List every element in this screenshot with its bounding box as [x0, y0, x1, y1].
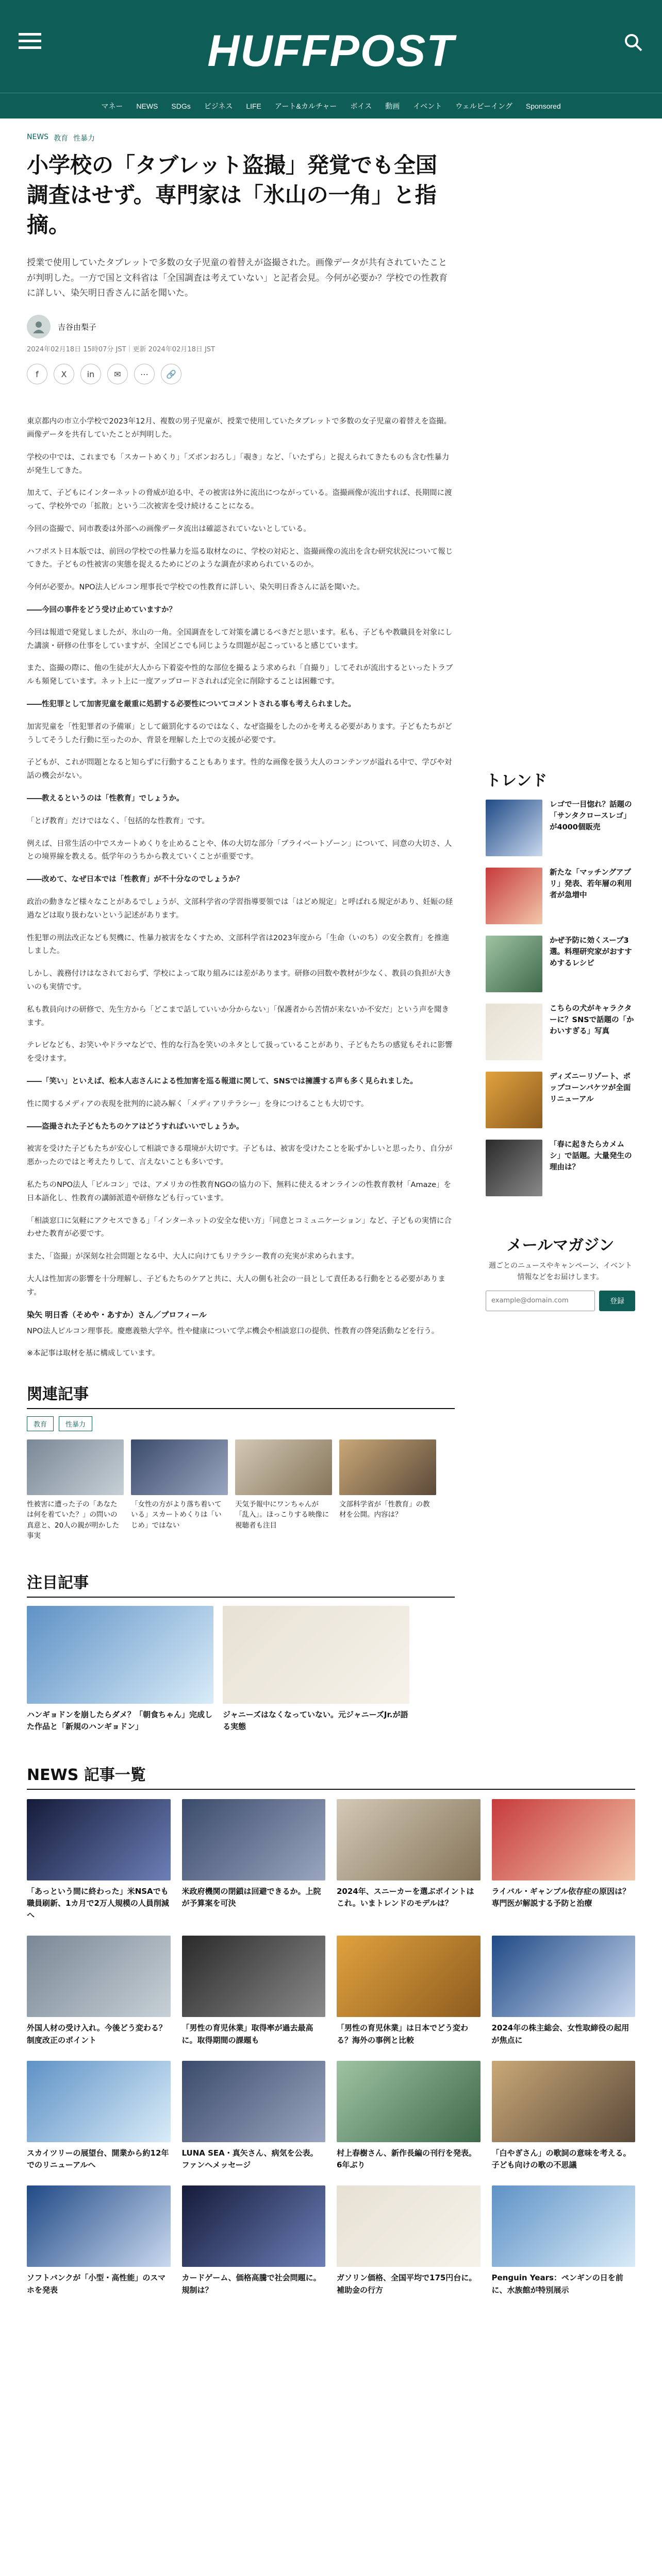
article-main: [27, 118, 455, 1733]
breadcrumb-item[interactable]: 教育: [54, 134, 69, 143]
main-nav: [0, 93, 662, 118]
site-header: [0, 0, 662, 93]
trend-item[interactable]: [486, 868, 635, 924]
trend-thumbnail: [486, 1072, 542, 1128]
news-card-title: 「男性の育児休業」取得率が過去最高に。取得期間の課題も: [181, 2023, 313, 2045]
nav-item-voice[interactable]: ボイス: [350, 101, 372, 110]
paragraph: 加害児童を「性犯罪者の予備軍」として厳罰化するのではなく、なぜ盗撮をしたのかを考える必要があります。子どもたちがどうしてそうした行動に至ったのか、背景を理解した上での支援が必要です。: [27, 722, 453, 744]
related-thumbnail: [131, 1439, 228, 1495]
news-thumbnail: [27, 2061, 171, 2142]
news-card[interactable]: [492, 2061, 636, 2172]
news-thumbnail: [182, 1799, 326, 1880]
nav-item-news[interactable]: NEWS: [136, 101, 158, 110]
paragraph: テレビなども、お笑いやドラマなどで、性的な行為を笑いのネタとして扱っていることがあり、子どもたちの感覚もそれに影響を受けます。: [27, 1041, 453, 1063]
news-card[interactable]: [27, 2185, 171, 2296]
news-thumbnail: [337, 2061, 481, 2142]
trend-title: トレンド: [486, 772, 548, 790]
question-heading: ――今回の事件をどう受け止めていますか？: [27, 606, 176, 615]
paragraph: 被害を受けた子どもたちが安心して相談できる環境が大切です。子どもは、被害を受けたことを恥ずかしいと思ったり、自分が悪かったのではと考えたりして、言えないことも多いです。: [27, 1145, 453, 1167]
news-card[interactable]: [182, 1936, 326, 2046]
news-thumbnail: [337, 1936, 481, 2017]
related-card[interactable]: [27, 1439, 124, 1541]
news-card[interactable]: [337, 1936, 481, 2046]
related-card-title: 天気予報中にワンちゃんが「乱入」。ほっこりする映像に視聴者も注目: [235, 1500, 329, 1530]
news-card[interactable]: [27, 2061, 171, 2172]
author-block: [27, 315, 455, 338]
share-buttons: [27, 364, 455, 384]
nav-item-life[interactable]: LIFE: [246, 101, 261, 110]
related-thumbnail: [339, 1439, 436, 1495]
sidebar: [486, 118, 635, 1733]
news-thumbnail: [492, 2185, 636, 2267]
trend-thumbnail: [486, 936, 542, 992]
news-card-title: 「あっという間に終わった」米NSAでも職員刷新、1カ月で2万人規模の人員削減へ: [27, 1886, 169, 1920]
related-thumbnail: [27, 1439, 124, 1495]
trend-item[interactable]: [486, 1004, 635, 1060]
newsletter-email-input[interactable]: [486, 1291, 595, 1311]
mail-share-icon[interactable]: ✉: [107, 364, 128, 384]
news-card-title: スカイツリーの展望台、開業から約12年でのリニューアルへ: [27, 2148, 169, 2170]
profile-heading: 染矢 明日香（そめや・あすか）さん／プロフィール: [27, 1310, 207, 1319]
news-card-title: 村上春樹さん、新作長編の刊行を発表。6年ぶり: [337, 2148, 476, 2170]
news-thumbnail: [182, 2061, 326, 2142]
news-card[interactable]: [27, 1799, 171, 1922]
nav-item-wellbeing[interactable]: ウェルビーイング: [455, 101, 512, 110]
news-card[interactable]: [492, 2185, 636, 2296]
news-thumbnail: [182, 1936, 326, 2017]
news-thumbnail: [27, 2185, 171, 2267]
paragraph: また、盗撮の際に、他の生徒が大人から下着姿や性的な部位を撮るよう求められ「自撮り」してそれが流出するといったトラブルも頻発しています。ネット上に一度アップロードされれば完全に削除することは困難です。: [27, 664, 453, 686]
news-card-title: 外国人材の受け入れ。今後どう変わる？制度改正のポイント: [27, 2023, 167, 2045]
nav-item-video[interactable]: 動画: [385, 101, 400, 110]
paragraph: 加えて、子どもにインターネットの脅威が迫る中、その被害は外に流出につながっている。盗撮画像が流出すれば、長期間に渡って、学校外での「拡散」という二次被害を受け続けることになる。: [27, 489, 452, 511]
news-card-title: ガソリン価格、全国平均で175円台に。補助金の行方: [337, 2273, 477, 2295]
trend-item-title: こちらの犬がキャラクターに？SNSで話題の「かわいすぎる」写真: [550, 1005, 634, 1036]
nav-item-money[interactable]: マネー: [101, 101, 123, 110]
trend-item-title: 「春に起きたらカメムシ」で話題。大量発生の理由は？: [550, 1141, 632, 1172]
newsletter-submit-button[interactable]: 登録: [599, 1291, 635, 1311]
paragraph: 私たちのNPO法人「ピルコン」では、アメリカの性教育NGOの協力の下、無料に使えるオンラインの性教育教材「Amaze」を日本語化し、性教育の講師派遣や研修なども行っています。: [27, 1180, 452, 1202]
attention-card-title: ハンギョドンを崩したらダメ？「朝食ちゃん」完成した作品と「新規のハンギョドン」: [27, 1710, 213, 1732]
paragraph: 子どもが、これが問題となると知らずに行動することもあります。性的な画像を扱う大人のコンテンツが溢れる中で、学びや対話の機会がない。: [27, 758, 452, 781]
footnote: ※本記事は取材を基に構成しています。: [27, 1349, 160, 1358]
trend-item[interactable]: [486, 1140, 635, 1196]
trend-item[interactable]: [486, 936, 635, 992]
nav-item-business[interactable]: ビジネス: [204, 101, 233, 110]
news-thumbnail: [27, 1936, 171, 2017]
news-card[interactable]: [182, 1799, 326, 1922]
news-card-title: 2024年、スニーカーを選ぶポイントはこれ。いまトレンドのモデルは？: [337, 1886, 474, 1908]
news-card-title: 「白やぎさん」の歌詞の意味を考える。子ども向けの歌の不思議: [491, 2148, 631, 2170]
link-share-icon[interactable]: 🔗: [161, 364, 181, 384]
paragraph: しかし、義務付けはなされておらず、学校によって取り組みには差があります。研修の回数や教材が少なく、教員の負担が大きいのも実情です。: [27, 970, 452, 992]
trend-item[interactable]: [486, 1072, 635, 1128]
news-thumbnail: [27, 1799, 171, 1880]
avatar[interactable]: [27, 315, 51, 338]
author-name[interactable]: 吉谷由梨子: [58, 322, 97, 332]
paragraph: 学校の中では、これまでも「スカートめくり」「ズボンおろし」「覗き」など、「いたずら」と捉えられてきたものも含む性暴力が発生してきた。: [27, 453, 450, 475]
related-card[interactable]: [131, 1439, 228, 1541]
news-thumbnail: [492, 1799, 636, 1880]
news-card[interactable]: [492, 1936, 636, 2046]
news-card[interactable]: [27, 1936, 171, 2046]
article-dates: 2024年02月18日 15時07分 JST｜更新 2024年02月18日 JST: [27, 346, 216, 354]
paragraph: 性犯罪の刑法改正なども契機に、性暴力被害をなくすため、文部科学省は2023年度から「生命（いのち）の安全教育」を推進しました。: [27, 934, 450, 956]
trend-item-title: 新たな「マッチングアプリ」発表、若年層の利用者が急増中: [550, 869, 632, 900]
paragraph: また、「盗撮」が深刻な社会問題となる中、大人に向けてもリテラシー教育の充実が求められます。: [27, 1252, 359, 1261]
breadcrumb-item[interactable]: NEWS: [27, 133, 49, 141]
related-card[interactable]: [235, 1439, 332, 1541]
site-logo[interactable]: HUFFPOST: [207, 26, 455, 76]
news-card-title: 米政府機関の閉鎖は回避できるか。上院が予算案を可決: [181, 1886, 321, 1908]
article-body: [27, 415, 455, 1361]
facebook-share-icon[interactable]: f: [27, 364, 47, 384]
more-share-icon[interactable]: ⋯: [134, 364, 155, 384]
news-card[interactable]: [182, 2061, 326, 2172]
nav-item-event[interactable]: イベント: [413, 101, 442, 110]
paragraph: 例えば、日常生活の中でスカートめくりを止めることや、体の大切な部分「プライベートゾーン」について、同意の大切さ、人との境界線を教える。低学年のうちから教えていくことが重要です。: [27, 839, 452, 861]
news-thumbnail: [182, 2185, 326, 2267]
nav-item-art[interactable]: アート&カルチャー: [274, 101, 337, 110]
related-card-title: 文部科学省が「性教育」の教材を公開。内容は？: [339, 1500, 430, 1519]
tag[interactable]: 性暴力: [59, 1416, 92, 1431]
news-thumbnail: [337, 1799, 481, 1880]
news-card[interactable]: [337, 2061, 481, 2172]
trend-item[interactable]: [486, 800, 635, 856]
profile-text: NPO法人ピルコン理事長。慶應義塾大学卒。性や健康について学ぶ機会や相談窓口の提供、性教育の啓発活動などを行う。: [27, 1327, 439, 1335]
news-card[interactable]: [337, 1799, 481, 1922]
news-card-title: ソフトバンクが「小型・高性能」のスマホを発表: [27, 2273, 166, 2295]
related-card-title: 「女性の方がより落ち着いている」スカートめくりは「いじめ」ではない: [131, 1500, 222, 1530]
attention-card-title: ジャニーズはなくなっていない。元ジャニーズJr.が語る実態: [223, 1710, 408, 1732]
trend-item-title: レゴで一目惚れ？話題の「サンタクロースレゴ」が4000個販売: [550, 801, 632, 832]
related-title: 関連記事: [27, 1381, 455, 1409]
nav-item-sdgs[interactable]: SDGs: [171, 101, 191, 110]
paragraph: 今何が必要か。NPO法人ピルコン理事長で学校での性教育に詳しい、染矢明日香さんに話を聞いた。: [27, 583, 365, 592]
question-heading: ――盗撮された子どもたちのケアはどうすればいいでしょうか。: [27, 1122, 244, 1131]
paragraph: ハフポスト日本版では、前回の学校での性暴力を巡る取材なのに、学校の対応と、盗撮画像の流出を含む研究状況について報じてきた。子どもの性被害の実態を捉えるためにどのような調査が求められているのか。: [27, 547, 453, 569]
question-heading: ――改めて、なぜ日本では「性教育」が不十分なのでしょうか？: [27, 875, 244, 884]
article-title: 小学校の「タブレット盗撮」発覚でも全国調査はせず。専門家は「氷山の一角」と指摘。: [27, 152, 437, 238]
news-card-title: 2024年の株主総会、女性取締役の起用が焦点に: [491, 2023, 630, 2045]
tag[interactable]: 教育: [27, 1416, 54, 1431]
paragraph: 性に関するメディアの表現を批判的に読み解く「メディアリテラシー」を身につけることも大切です。: [27, 1099, 369, 1108]
question-heading: ――教えるというのは「性教育」でしょうか。: [27, 794, 184, 803]
news-thumbnail: [492, 2061, 636, 2142]
news-card-title: カードゲーム、価格高騰で社会問題に。規制は？: [181, 2273, 321, 2295]
attention-thumbnail: [223, 1606, 409, 1704]
related-thumbnail: [235, 1439, 332, 1495]
news-card-title: LUNA SEA・真矢さん、病気を公表。ファンへメッセージ: [181, 2148, 318, 2170]
related-card[interactable]: [339, 1439, 436, 1541]
paragraph: 「とげ教育」だけではなく、「包括的な性教育」です。: [27, 817, 209, 825]
news-card[interactable]: [337, 2185, 481, 2296]
paragraph: 政治の動きなど様々なことがあるでしょうが、文部科学省の学習指導要領では「はどめ規定」と呼ばれる規定があり、妊娠の経過などは取り扱わないという記述があります。: [27, 898, 453, 920]
question-heading: ――性犯罪として加害児童を厳重に処罰する必要性についてコメントされる事も考えられました。: [27, 700, 356, 709]
paragraph: 今回は報道で発覚しましたが、氷山の一角。全国調査をして対策を講じるべきだと思います。私も、子どもや教職員を対象にした講演・研修の仕事をしていますが、全国どこでも同じような問題が起こっていると感じています。: [27, 628, 453, 650]
trend-item-title: ディズニーリゾート、ポップコーンバケツが全面リニューアル: [550, 1073, 631, 1104]
newsletter-desc: 週ごとのニュースやキャンペーン、イベント情報などをお届けします。: [489, 1262, 632, 1282]
nav-item-sponsored[interactable]: Sponsored: [525, 101, 561, 110]
newsletter-block: [486, 1232, 635, 1311]
attention-title: 注目記事: [27, 1570, 455, 1598]
related-grid: [27, 1439, 455, 1541]
breadcrumb-item[interactable]: 性暴力: [73, 134, 95, 143]
news-card-title: 「男性の育児休業」は日本でどう変わる？海外の事例と比較: [337, 2023, 469, 2045]
breadcrumb: [27, 133, 455, 143]
news-card-title: ライバル・ギャンブル依存症の原因は？専門医が解説する予防と治療: [491, 1886, 631, 1908]
news-card[interactable]: [182, 2185, 326, 2296]
news-title: NEWS 記事一覧: [27, 1762, 635, 1790]
attention-card[interactable]: [27, 1606, 213, 1733]
search-icon[interactable]: [623, 32, 643, 53]
article-lead: 授業で使用していたタブレットで多数の女子児童の着替えが盗撮された。画像データが共有されていたことが判明した。一方で国と文科省は「全国調査は考えていない」と記者会見。今何が必要か？学校での性教育に詳しい、染矢明日香さんに話を聞いた。: [27, 257, 448, 299]
paragraph: 「相談窓口に気軽にアクセスできる」「インターネットの安全な使い方」「同意とコミュニケーション」など、子どもの実情に合わせた教育が必要です。: [27, 1216, 452, 1239]
linkedin-share-icon[interactable]: in: [80, 364, 101, 384]
trend-item-title: かぜ予防に効くスープ3選。料理研究家がおすすめするレシピ: [550, 937, 632, 968]
trend-thumbnail: [486, 1004, 542, 1060]
attention-thumbnail: [27, 1606, 213, 1704]
attention-card[interactable]: [223, 1606, 409, 1733]
newsletter-title: メールマガジン: [506, 1236, 615, 1255]
attention-grid: [27, 1606, 455, 1733]
paragraph: 東京都内の市立小学校で2023年12月、複数の男子児童が、授業で使用していたタブレットで多数の女子児童の着替えを盗撮。画像データを共有していたことが判明した。: [27, 417, 452, 439]
news-card[interactable]: [492, 1799, 636, 1922]
x-share-icon[interactable]: X: [54, 364, 74, 384]
related-card-title: 性被害に遭った子の「あなたは何を着ていた？」の問いの真意と、20人の親が明かした事実: [27, 1500, 120, 1540]
paragraph: 今回の盗撮で、同市教委は外部への画像データ流出は確認されていないとしている。: [27, 524, 311, 533]
trend-thumbnail: [486, 1140, 542, 1196]
news-thumbnail: [492, 1936, 636, 2017]
news-grid: [27, 1799, 635, 2296]
paragraph: 私も教員向けの研修で、先生方から「どこまで話していいか分からない」「保護者から苦情が来ないか不安だ」という声を聞きます。: [27, 1005, 449, 1027]
tag-list: [27, 1416, 455, 1431]
news-thumbnail: [337, 2185, 481, 2267]
trend-thumbnail: [486, 868, 542, 924]
news-card-title: Penguin Years：ペンギンの日を前に、水族館が特別展示: [491, 2273, 623, 2295]
question-heading: ――「笑い」といえば、松本人志さんによる性加害を巡る報道に関して、SNSでは擁護する声も多く見られました。: [27, 1077, 418, 1086]
trend-thumbnail: [486, 800, 542, 856]
paragraph: 大人は性加害の影響を十分理解し、子どもたちのケアと共に、大人の側も社会の一員として責任ある行動をとる必要があります。: [27, 1275, 445, 1297]
